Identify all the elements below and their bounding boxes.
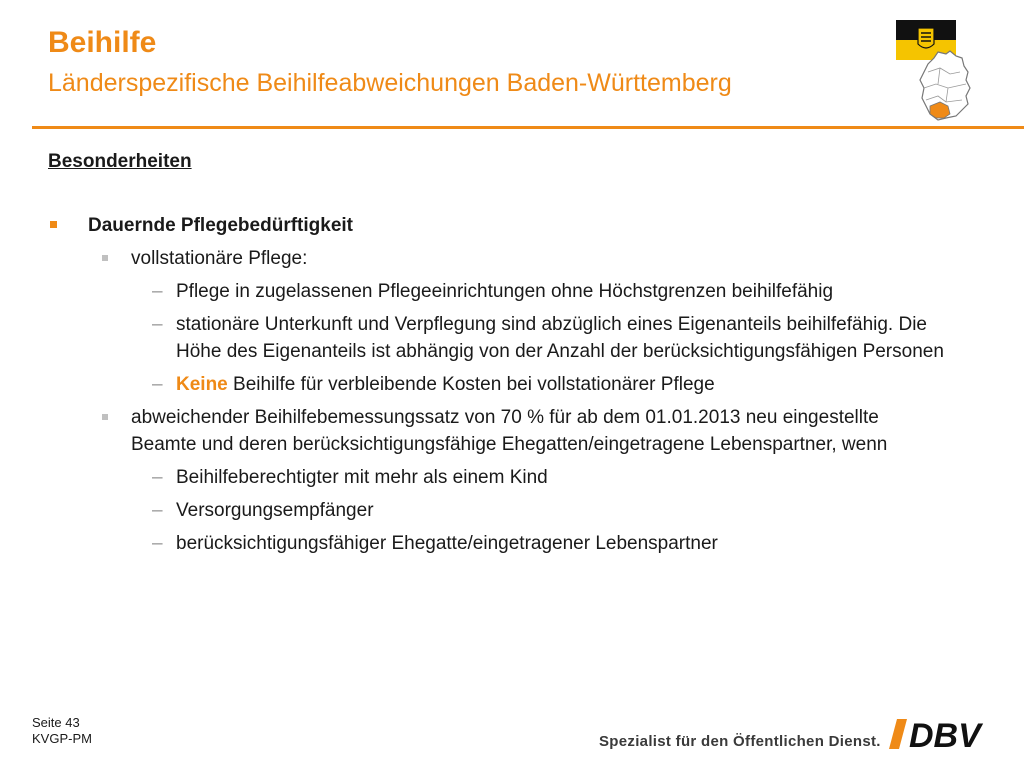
dbv-logo: [887, 717, 1003, 751]
dbv-logo-text: DBV: [909, 717, 981, 751]
list-item-label: Beihilfeberechtigter mit mehr als einem Kind: [176, 467, 548, 488]
list-item-level2: [0, 245, 941, 272]
list-item-label: Beihilfe für verbleibende Kosten bei vollstationärer Pflege: [227, 374, 715, 395]
list-item-level3: [0, 371, 946, 398]
company-tagline: Spezialist für den Öffentlichen Dienst.: [599, 733, 881, 750]
header-divider: [32, 126, 1024, 129]
document-code: KVGP-PM: [32, 731, 92, 746]
list-item-label: stationäre Unterkunft und Verpflegung sind abzüglich eines Eigenanteils beihilfefähig. Die Höhe des Eigenanteils ist abhängig von der Anzahl der berücksichtigungsfähigen Personen: [176, 314, 944, 362]
list-item-level3: [0, 530, 946, 557]
list-item-level3: [0, 464, 946, 491]
list-item-level3: [0, 497, 946, 524]
emphasis-text: Keine: [176, 374, 228, 395]
dash-bullet-icon: –: [152, 533, 163, 554]
square-bullet-icon: [102, 255, 108, 261]
content-list: [0, 212, 1024, 563]
dash-bullet-icon: –: [152, 374, 163, 395]
list-item-label: abweichender Beihilfebemessungssatz von 70 % für ab dem 01.01.2013 neu eingestellte Beamte und deren berücksichtigungsfähige Ehegatten/eingetragene Lebenspartner, wenn: [131, 407, 888, 455]
list-item-level3: [0, 311, 946, 365]
square-bullet-icon: [50, 221, 57, 228]
square-bullet-icon: [102, 414, 108, 420]
list-item-level2: [0, 404, 941, 458]
page-number: Seite 43: [32, 715, 80, 730]
dash-bullet-icon: –: [152, 314, 163, 335]
slide-subtitle: Länderspezifische Beihilfeabweichungen Baden-Württemberg: [48, 69, 732, 97]
list-item-label: berücksichtigungsfähiger Ehegatte/eingetragener Lebenspartner: [176, 533, 718, 554]
page-footer: [32, 715, 92, 747]
list-item-level3: [0, 278, 946, 305]
list-item-label: Pflege in zugelassenen Pflegeeinrichtungen ohne Höchstgrenzen beihilfefähig: [176, 281, 834, 302]
list-item-label: Versorgungsempfänger: [176, 500, 374, 521]
dash-bullet-icon: –: [152, 500, 163, 521]
slide-title: Beihilfe: [48, 26, 157, 59]
list-item-label: vollstationäre Pflege:: [131, 248, 308, 269]
list-item-label: Dauernde Pflegebedürftigkeit: [88, 215, 353, 236]
section-heading: Besonderheiten: [48, 151, 192, 172]
dash-bullet-icon: –: [152, 281, 163, 302]
dash-bullet-icon: –: [152, 467, 163, 488]
list-item-level1: [0, 212, 1024, 239]
germany-map-icon: [916, 50, 976, 122]
